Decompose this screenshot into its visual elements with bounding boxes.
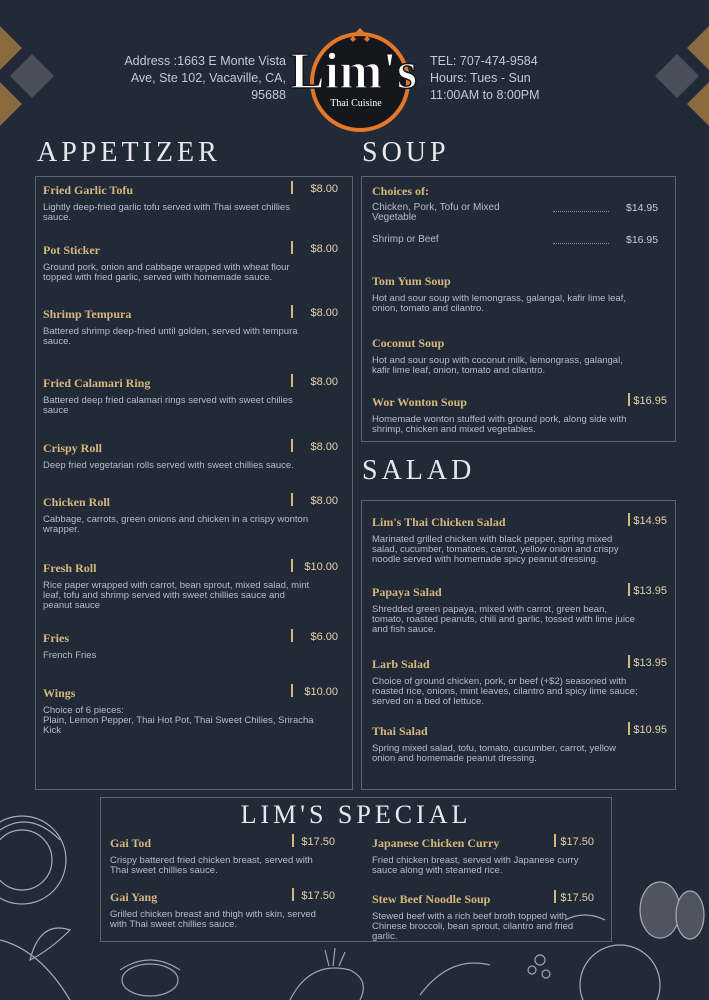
menu-item-price: $8.00 [310,183,338,195]
description-line: Choice of ground chicken, pork, or beef (+$2) seasoned with [372,676,627,687]
choice-line: Shrimp or Beef [372,234,439,245]
description-line: Kick [43,725,61,736]
dotted-leader [553,211,609,212]
soup-choice-price: $14.95 [626,202,659,214]
corner-diamond-left [0,22,60,132]
menu-item-price: $17.50 [560,836,594,848]
soup-choices-title: Choices of: [372,184,429,198]
description-line: Marinated grilled chicken with black pepper, spring mixed [372,534,613,545]
price-divider [628,583,630,596]
soup-title: SOUP [362,137,450,168]
price-divider [628,393,630,406]
description-line: Battered shrimp deep-fried until golden, served with tempura [43,326,298,337]
menu-item-name: Fried Calamari Ring [43,376,151,390]
menu-item-description [43,581,338,611]
phone-number: TEL: 707-474-9584 [430,54,538,68]
menu-item-name: Fresh Roll [43,561,97,575]
menu-item-name: Coconut Soup [372,336,445,350]
description-line: Deep fried vegetarian rolls served with sweet chillies sauce. [43,460,294,471]
price-divider [291,684,293,697]
description-line: Hot and sour soup with coconut milk, lemongrass, galangal, [372,355,623,366]
menu-item-description [43,706,338,736]
menu-item-name: Wings [43,686,76,700]
menu-item-price: $8.00 [310,495,338,507]
menu-item-description [110,856,350,876]
price-divider [291,181,293,194]
description-line: Cabbage, carrots, green onions and chicken in a crispy wonton [43,514,309,525]
menu-item-price: $13.95 [633,657,667,669]
description-line: topped with fried garlic, served with homemade sauce. [43,272,273,283]
description-line: shrimp, chicken and mixed vegetables. [372,424,536,435]
description-line: Chinese broccoli, bean sprout, cilantro and fried [372,921,574,932]
description-line: Crispy battered fried chicken breast, served with [110,855,313,866]
description-line: Hot and sour soup with lemongrass, galangal, kafir lime leaf, [372,293,626,304]
soup-choice-label [372,235,552,245]
menu-item-price: $17.50 [301,836,335,848]
menu-item-description [372,856,612,876]
restaurant-contact [430,53,610,104]
menu-item-description [372,912,612,942]
description-line: tomato, roasted peanuts, chili and garlic, tossed with lime juice [372,614,635,625]
menu-item-price: $8.00 [310,243,338,255]
address-line: 95688 [251,88,286,102]
menu-item-description [43,327,338,347]
menu-item-price: $14.95 [633,515,667,527]
menu-item-price: $13.95 [633,585,667,597]
menu-item-description [43,651,338,661]
menu-item-description [372,415,672,435]
description-line: Grilled chicken breast and thigh with skin, served [110,909,316,920]
price-divider [291,241,293,254]
restaurant-address [100,53,286,104]
menu-item-name: Fried Garlic Tofu [43,183,133,197]
logo-subtitle: Thai Cuisine [330,98,382,109]
price-divider [291,374,293,387]
description-line: Stewed beef with a rich beef broth topped with [372,911,567,922]
description-line: peanut sauce [43,600,101,611]
menu-item-price: $8.00 [310,376,338,388]
price-divider [554,834,556,847]
address-line: Ave, Ste 102, Vacaville, CA, [130,71,286,85]
description-line: sauce. [43,336,71,347]
menu-item-name: Crispy Roll [43,441,103,455]
salad-title: SALAD [362,455,476,486]
food-sketch-left-illustration [0,790,100,1000]
special-title: LIM'S SPECIAL [240,800,472,829]
logo-text: Lim's [290,43,418,100]
menu-item-name: Gai Yang [110,890,158,904]
menu-item-name: Lim's Thai Chicken Salad [372,515,506,529]
menu-item-description [43,461,338,471]
price-divider [628,513,630,526]
menu-item-description [43,203,338,223]
price-divider [291,305,293,318]
description-line: Lightly deep-fried garlic tofu served with Thai sweet chillies [43,202,290,213]
price-divider [628,722,630,735]
menu-item-name: Pot Sticker [43,243,100,257]
description-line: noodle served with homemade spicy peanut dressing. [372,554,599,565]
corner-diamond-right [649,22,709,132]
menu-item-name: Larb Salad [372,657,430,671]
price-divider [554,890,556,903]
description-line: Rice paper wrapped with carrot, bean sprout, mixed salad, mint [43,580,310,591]
menu-item-price: $16.95 [633,395,667,407]
menu-item-description [110,910,350,930]
choice-line: Chicken, Pork, Tofu or Mixed [372,202,500,213]
description-line: Plain, Lemon Pepper, Thai Hot Pot, Thai Sweet Chilies, Sriracha [43,715,314,726]
description-line: served on a bed of lettuce. [372,696,484,707]
description-line: sauce along with steamed rice. [372,865,503,876]
description-line: Shredded green papaya, mixed with carrot, green bean, [372,604,608,615]
description-line: kafir lime leaf, onion, tomato and cilantro. [372,365,546,376]
description-line: Choice of 6 pieces: [43,705,124,716]
menu-item-description [372,677,672,707]
appetizer-title: APPETIZER [37,137,221,168]
price-divider [628,655,630,668]
menu-item-name: Tom Yum Soup [372,274,451,288]
menu-item-price: $10.00 [304,561,338,573]
menu-item-name: Papaya Salad [372,585,442,599]
soup-choice-price: $16.95 [626,234,659,246]
description-line: Fried chicken breast, served with Japanese curry [372,855,579,866]
lims-logo [290,22,425,134]
description-line: sauce [43,405,69,416]
menu-item-price: $17.50 [560,892,594,904]
menu-item-price: $8.00 [310,307,338,319]
price-divider [291,629,293,642]
menu-item-description [372,605,672,635]
menu-item-name: Gai Tod [110,836,152,850]
menu-item-price: $10.95 [633,724,667,736]
menu-item-description [372,535,672,565]
menu-item-price: $6.00 [310,631,338,643]
description-line: onion, tomato and cilantro. [372,303,484,314]
price-divider [291,439,293,452]
soup-choice-label [372,203,552,223]
menu-item-description [43,515,338,535]
menu-item-description [372,294,672,314]
menu-item-description [372,744,672,764]
hours-days: Hours: Tues - Sun [430,71,531,85]
hours-time: 11:00AM to 8:00PM [430,88,540,102]
description-line: onion and homemade peanut dressing. [372,753,537,764]
price-divider [291,493,293,506]
price-divider [292,888,294,901]
menu-item-description [372,356,672,376]
description-line: French Fries [43,650,97,661]
menu-item-name: Fries [43,631,69,645]
description-line: salad, cucumber, tomatoes, carrot, yellow onion and crispy [372,544,619,555]
description-line: leaf, tofu and shrimp served with sweet chillies sauce and [43,590,285,601]
address-line: Address :1663 E Monte Vista [124,54,286,68]
description-line: Battered deep fried calamari rings served with sweet chilies [43,395,293,406]
dotted-leader [553,243,609,244]
description-line: wrapper. [43,524,80,535]
price-divider [292,834,294,847]
description-line: Spring mixed salad, tofu, tomato, cucumber, carrot, yellow [372,743,616,754]
menu-item-description [43,263,338,283]
menu-item-price: $17.50 [301,890,335,902]
menu-item-price: $10.00 [304,686,338,698]
description-line: garlic. [372,931,398,942]
menu-item-price: $8.00 [310,441,338,453]
menu-item-name: Wor Wonton Soup [372,395,467,409]
menu-item-name: Chicken Roll [43,495,111,509]
food-sketch-bottom-illustration [100,940,570,1000]
price-divider [291,559,293,572]
description-line: Homemade wonton stuffed with ground pork, along side with [372,414,627,425]
description-line: Thai sweet chillies sauce. [110,865,218,876]
menu-item-description [43,396,338,416]
menu-item-name: Stew Beef Noodle Soup [372,892,491,906]
description-line: roasted rice, onions, mint leaves, cilantro and spicy lime sauce; [372,686,638,697]
description-line: Ground pork, onion and cabbage wrapped with wheat flour [43,262,290,273]
description-line: sauce. [43,212,71,223]
description-line: and fish sauce. [372,624,436,635]
description-line: with Thai sweet chillies sauce. [110,919,238,930]
menu-item-name: Japanese Chicken Curry [372,836,500,850]
menu-item-name: Thai Salad [372,724,428,738]
choice-line: Vegetable [372,212,417,223]
menu-item-name: Shrimp Tempura [43,307,132,321]
